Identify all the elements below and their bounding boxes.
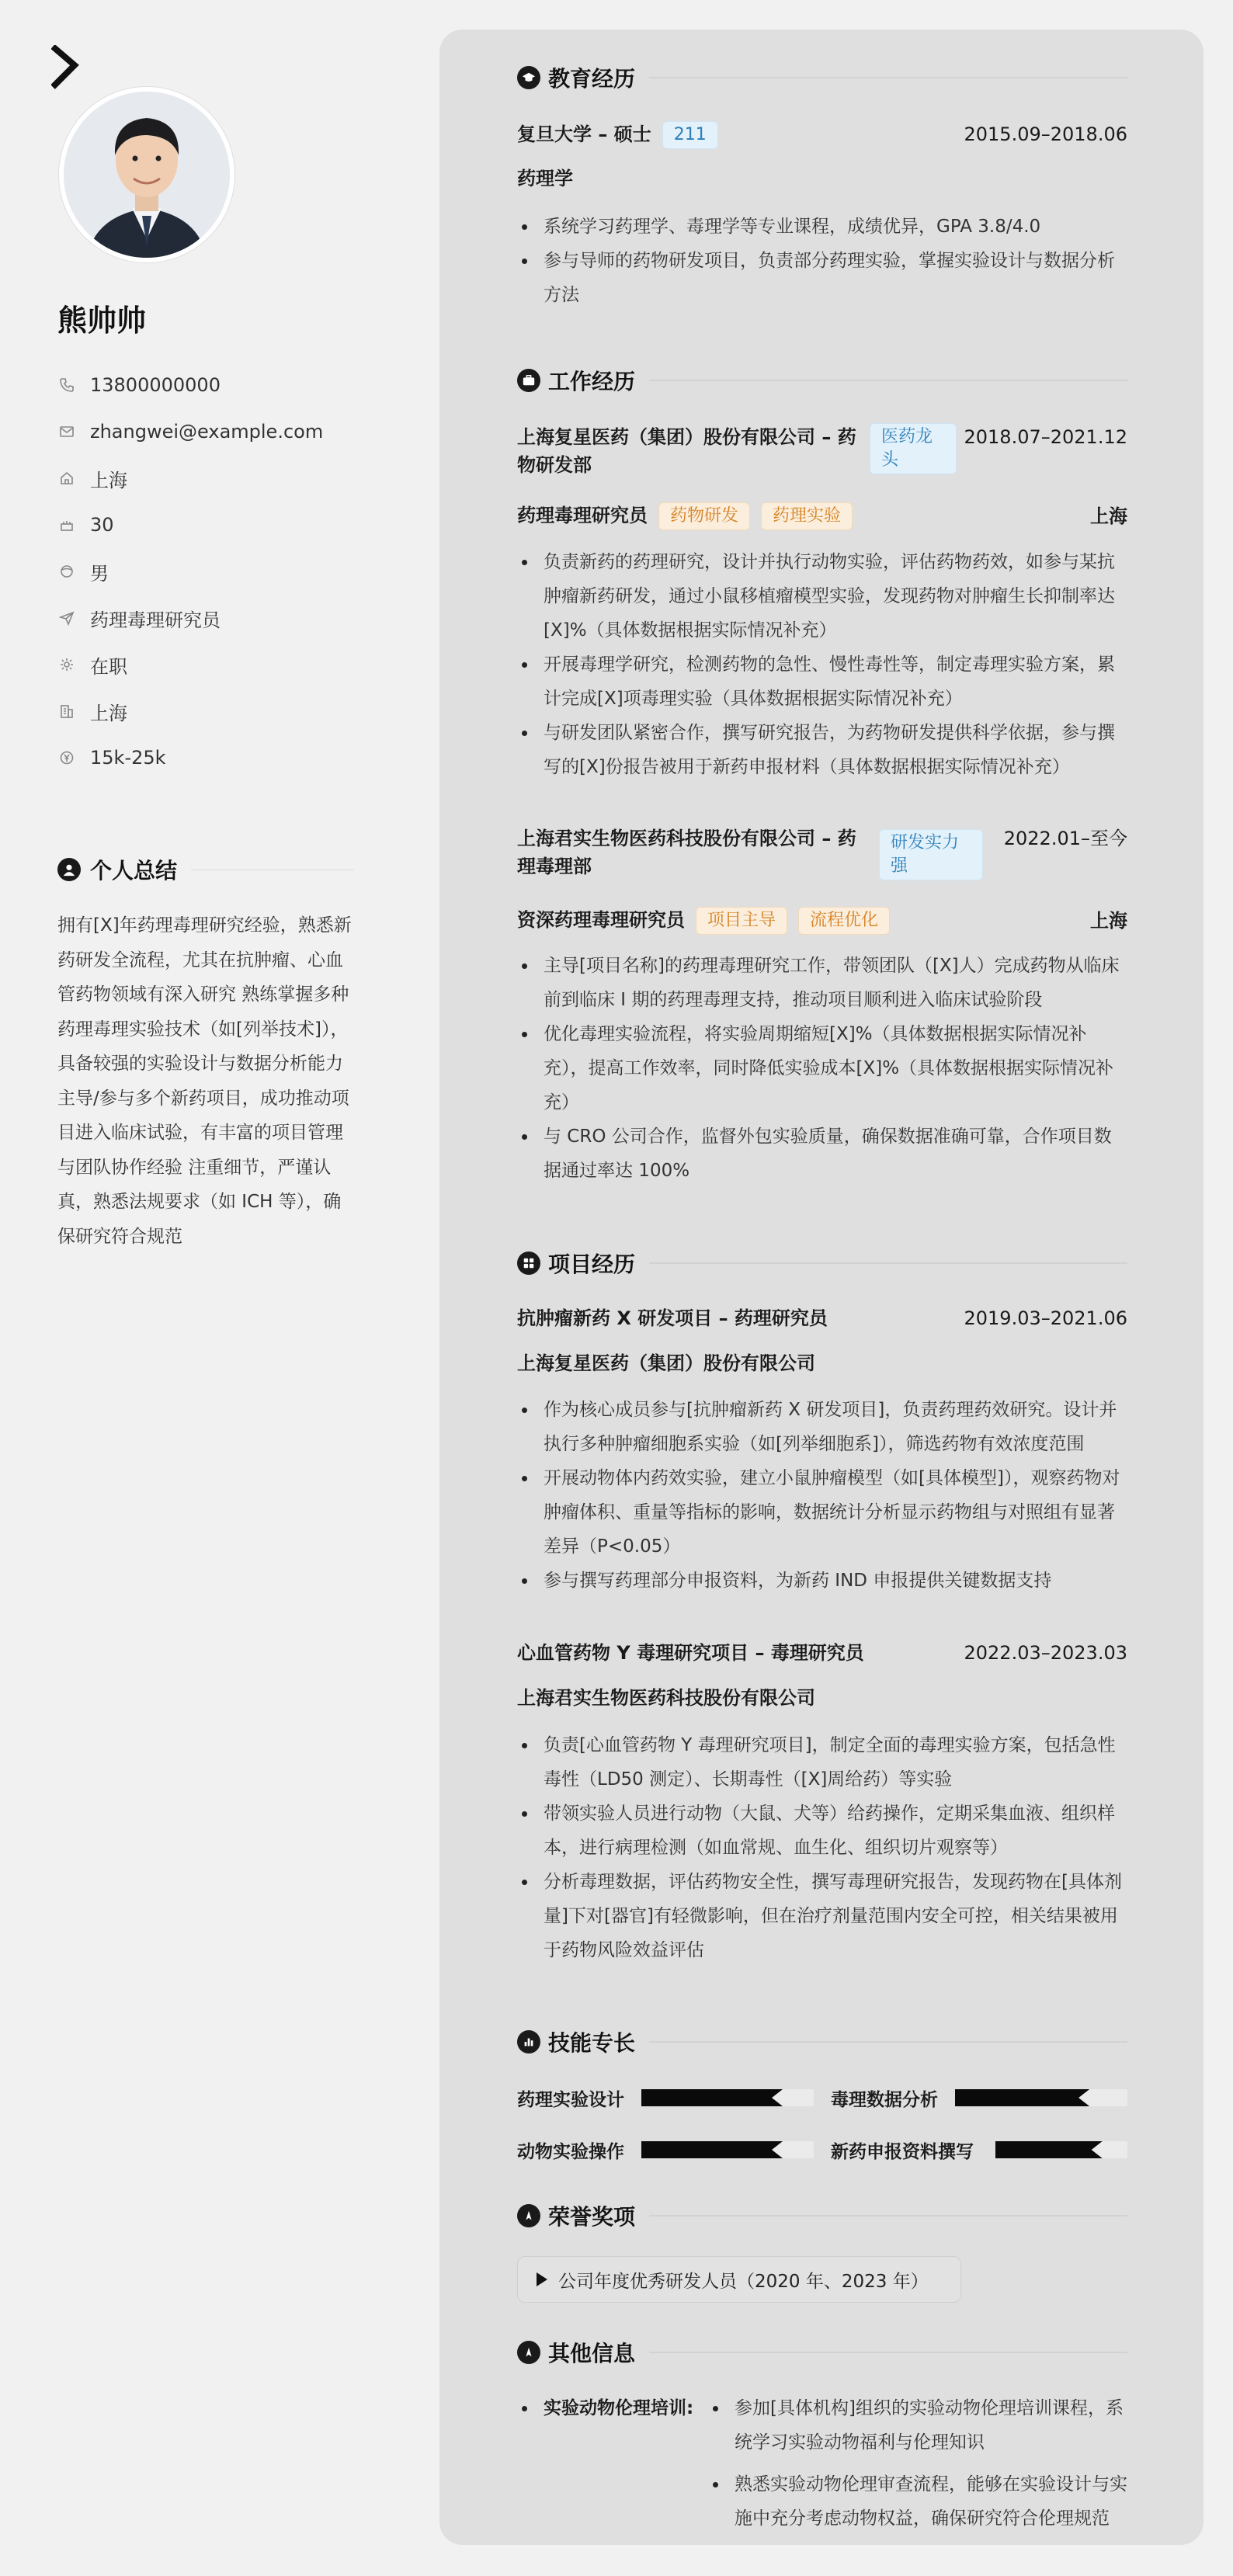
contact-salary-text: 15k-25k: [90, 747, 166, 769]
project-name-1: 抗肿瘤新药 X 研发项目 – 药理研究员: [517, 1307, 828, 1329]
list-item: 开展动物体内药效实验，建立小鼠肿瘤模型（如[具体模型]），观察药物对肿瘤体积、重量等指标的影响，数据统计分析显示药物组与对照组有显著差异（P<0.05）: [517, 1461, 1127, 1564]
list-item: 参与导师的药物研发项目，负责部分药理实验，掌握实验设计与数据分析方法: [517, 244, 1127, 312]
contact-city: [59, 688, 323, 734]
skill-name: 动物实验操作: [517, 2141, 624, 2162]
building-icon: [59, 703, 75, 719]
other-heading: [517, 2337, 1127, 2368]
contact-salary: [59, 734, 323, 781]
skill-fill: [641, 2089, 783, 2106]
info-icon: [517, 2341, 540, 2364]
project-item-2: [517, 1639, 1127, 1667]
skill-item-3: [517, 2138, 814, 2161]
honor-item[interactable]: [517, 2256, 961, 2303]
projects-title: 项目经历: [548, 1252, 636, 1277]
work-company-1: 上海复星医药（集团）股份有限公司 – 药物研发部: [517, 426, 856, 476]
list-item: 与研发团队紧密合作，撰写研究报告，为药物研发提供科学依据，参与撰写的[X]份报告被用于新药申报材料（具体数据根据实际情况补充）: [517, 716, 1127, 784]
contact-status-text: 在职: [90, 655, 127, 678]
other-bullets: [708, 2391, 1127, 2536]
list-item: 参加[具体机构]组织的实验动物伦理培训课程，系统学习实验动物福利与伦理知识: [708, 2391, 1127, 2460]
summary-heading: [57, 854, 354, 885]
education-school: 复旦大学 – 硕士: [517, 123, 651, 145]
skill-item-1: [517, 2086, 814, 2109]
status-icon: [59, 657, 75, 672]
education-heading: [517, 62, 1127, 93]
logo-icon: [51, 45, 79, 92]
work-heading: [517, 365, 1127, 396]
skill-bar: [641, 2141, 814, 2158]
bullet-dot: [522, 2406, 527, 2411]
work-city-1: 上海: [1090, 505, 1127, 527]
list-item: 开展毒理学研究，检测药物的急性、慢性毒性等，制定毒理实验方案，累计完成[X]项毒理实验（具体数据根据实际情况补充）: [517, 647, 1127, 716]
education-tag: 211: [662, 121, 718, 149]
education-major-text: 药理学: [517, 168, 573, 189]
education-row: [517, 120, 1127, 149]
skill-fill: [995, 2141, 1103, 2158]
contact-age-text: 30: [90, 514, 114, 536]
work-date-2: 2022.01–至今: [1003, 828, 1127, 849]
skill-name: 新药申报资料撰写: [831, 2141, 974, 2162]
skill-bar: [955, 2089, 1127, 2106]
award-icon: [517, 2204, 540, 2227]
list-item: 负责新药的药理研究，设计并执行动物实验，评估药物药效，如参与某抗肿瘤新药研发，通过小鼠移植瘤模型实验，发现药物对肿瘤生长抑制率达[X]%（具体数据根据实际情况补充）: [517, 545, 1127, 647]
education-date: 2015.09–2018.06: [964, 123, 1127, 145]
list-item: 作为核心成员参与[抗肿瘤新药 X 研发项目]，负责药理药效研究。设计并执行多种肿瘤细胞系实验（如[列举细胞系]），筛选药物有效浓度范围: [517, 1393, 1127, 1461]
main-card: [439, 30, 1203, 2545]
contact-status: [59, 641, 323, 688]
divider: [649, 2215, 1127, 2217]
project-org-1-text: 上海复星医药（集团）股份有限公司: [517, 1352, 815, 1374]
list-item: 与 CRO 公司合作，监督外包实验质量，确保数据准确可靠，合作项目数据通过率达 100%: [517, 1120, 1127, 1188]
salary-icon: [59, 750, 75, 766]
skill-fill: [955, 2089, 1089, 2106]
work-city-2: 上海: [1090, 909, 1127, 932]
work-role-tag: 流程优化: [798, 907, 890, 935]
list-item: 熟悉实验动物伦理审查流程，能够在实验设计与实施中充分考虑动物权益，确保研究符合伦理规范: [708, 2467, 1127, 2536]
list-item: 优化毒理实验流程，将实验周期缩短[X]%（具体数据根据实际情况补充），提高工作效率，同时降低实验成本[X]%（具体数据根据实际情况补充）: [517, 1017, 1127, 1120]
divider: [649, 1262, 1127, 1264]
divider: [649, 380, 1127, 381]
list-item: 主导[项目名称]的药理毒理研究工作，带领团队（[X]人）完成药物从临床前到临床 I 期的药理毒理支持，推动项目顺利进入临床试验阶段: [517, 949, 1127, 1017]
skill-name: 药理实验设计: [517, 2089, 624, 2110]
contact-age: [59, 502, 323, 548]
skill-item-4: [831, 2138, 1127, 2161]
project-bullets-1: [517, 1393, 1127, 1598]
home-icon: [59, 470, 75, 486]
project-name-2: 心血管药物 Y 毒理研究项目 – 毒理研究员: [517, 1642, 864, 1664]
honors-title: 荣誉奖项: [548, 2204, 636, 2230]
education-title: 教育经历: [548, 66, 636, 92]
divider: [649, 77, 1127, 78]
education-bullets: [517, 210, 1127, 312]
project-date-2: 2022.03–2023.03: [964, 1642, 1127, 1664]
contact-gender-text: 男: [90, 562, 109, 585]
gender-icon: [59, 564, 75, 579]
work-role-tag: 药理实验: [761, 502, 853, 530]
list-item: 系统学习药理学、毒理学等专业课程，成绩优异，GPA 3.8/4.0: [517, 210, 1127, 244]
skill-bar: [641, 2089, 814, 2106]
education-major: [517, 165, 1127, 193]
contact-position-text: 药理毒理研究员: [90, 609, 221, 631]
grid-icon: [517, 1252, 540, 1275]
contact-city-text: 上海: [90, 702, 127, 724]
project-org-1: [517, 1349, 1127, 1377]
work-role-tag: 药物研发: [658, 502, 750, 530]
work-role-2: 资深药理毒理研究员: [517, 909, 685, 931]
divider: [649, 2352, 1127, 2353]
contact-list: [59, 362, 323, 781]
briefcase-icon: [517, 369, 540, 392]
project-bullets-2: [517, 1728, 1127, 1967]
other-label: 实验动物伦理培训:: [544, 2398, 694, 2418]
honors-heading: [517, 2200, 1127, 2231]
mail-icon: [59, 424, 75, 439]
caret-right-icon: [537, 2272, 547, 2286]
work-bullets-1: [517, 545, 1127, 784]
list-item: 分析毒理数据，评估药物安全性，撰写毒理研究报告，发现药物在[具体剂量]下对[器官]有轻微影响，但在治疗剂量范围内安全可控，相关结果被用于药物风险效益评估: [517, 1865, 1127, 1967]
projects-heading: [517, 1248, 1127, 1279]
avatar: [59, 87, 234, 262]
skill-bar: [995, 2141, 1127, 2158]
list-item: 带领实验人员进行动物（大鼠、犬等）给药操作，定期采集血液、组织样本，进行病理检测（如血常规、血生化、组织切片观察等）: [517, 1797, 1127, 1865]
project-org-2-text: 上海君实生物医药科技股份有限公司: [517, 1687, 815, 1709]
skills-title: 技能专长: [548, 2030, 636, 2056]
bar-chart-icon: [517, 2030, 540, 2054]
divider: [649, 2041, 1127, 2043]
work-bullets-2: [517, 949, 1127, 1188]
summary-title: 个人总结: [90, 858, 178, 884]
sidebar: [0, 0, 439, 2576]
contact-location-text: 上海: [90, 469, 127, 491]
project-org-2: [517, 1684, 1127, 1712]
work-role-row-1: [517, 502, 1127, 530]
project-date-1: 2019.03–2021.06: [964, 1307, 1127, 1329]
user-icon: [57, 858, 81, 881]
list-item: 参与撰写药理部分申报资料，为新药 IND 申报提供关键数据支持: [517, 1564, 1127, 1598]
skill-item-2: [831, 2086, 1127, 2109]
skills-heading: [517, 2026, 1127, 2057]
list-item: 负责[心血管药物 Y 毒理研究项目]，制定全面的毒理实验方案，包括急性毒性（LD50 测定）、长期毒性（[X]周给药）等实验: [517, 1728, 1127, 1797]
profile-name: 熊帅帅: [57, 304, 147, 338]
skill-name: 毒理数据分析: [831, 2089, 938, 2110]
contact-phone-text: 13800000000: [90, 374, 221, 396]
work-tag-2: 研发实力强: [879, 829, 983, 880]
work-date-1: 2018.07–2021.12: [964, 426, 1127, 448]
contact-email[interactable]: [59, 408, 323, 455]
contact-phone[interactable]: [59, 362, 323, 408]
work-company-2: 上海君实生物医药科技股份有限公司 – 药理毒理部: [517, 828, 856, 877]
graduation-cap-icon: [517, 66, 540, 89]
phone-icon: [59, 377, 75, 393]
work-item-1: [517, 423, 1127, 479]
skill-fill: [641, 2141, 783, 2158]
work-role-1: 药理毒理研究员: [517, 505, 648, 526]
work-item-2: [517, 825, 1127, 880]
work-role-tag: 项目主导: [696, 907, 787, 935]
summary-text: 拥有[X]年药理毒理研究经验，熟悉新药研发全流程，尤其在抗肿瘤、心血管药物领域有深入研究 熟练掌握多种药理毒理实验技术（如[列举技术]），具备较强的实验设计与数据分析能力 主导/参与多个新药项目，成功推动项目进入临床试验，有丰富的项目管理与团队协作经验 注重细节，严谨认真，熟悉法规要求（如 ICH 等），确保研究符合规范: [57, 915, 352, 1247]
contact-gender: [59, 548, 323, 595]
project-item-1: [517, 1304, 1127, 1332]
contact-location: [59, 455, 323, 502]
work-title: 工作经历: [548, 369, 636, 394]
contact-email-text: zhangwei@example.com: [90, 421, 324, 443]
work-role-row-2: [517, 906, 1127, 935]
work-tag-1: 医药龙头: [870, 423, 957, 474]
age-icon: [59, 517, 75, 533]
other-title: 其他信息: [548, 2341, 636, 2366]
honor-text: 公司年度优秀研发人员（2020 年、2023 年）: [558, 2271, 929, 2292]
contact-position: [59, 595, 323, 641]
send-icon: [59, 610, 75, 626]
